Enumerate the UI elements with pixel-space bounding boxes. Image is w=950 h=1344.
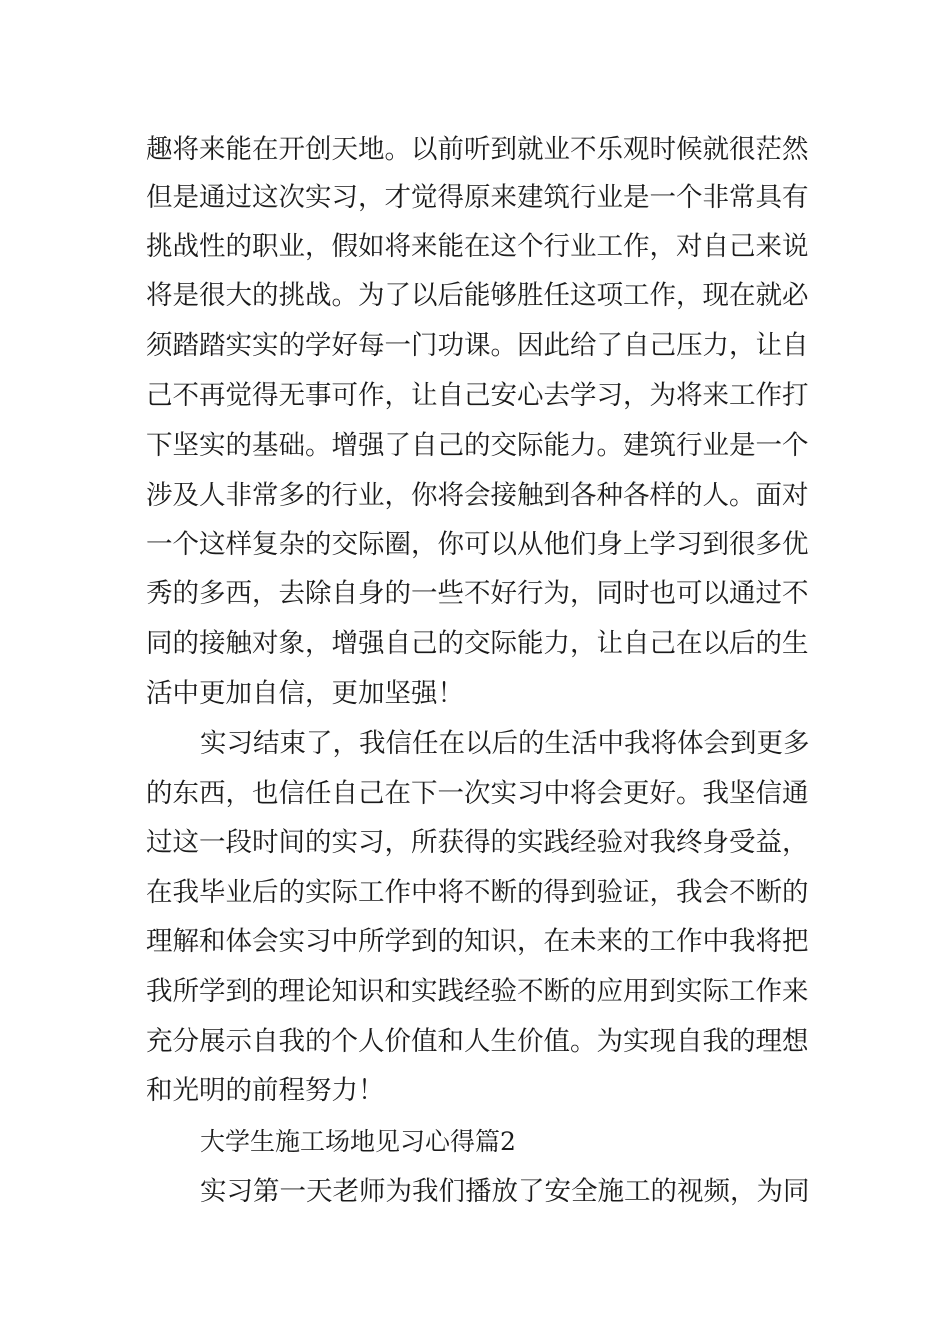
paragraph-line: 过这一段时间的实习，所获得的实践经验对我终身受益， [146,827,809,858]
paragraph-line: 须踏踏实实的学好每一门功课。因此给了自己压力，让自 [146,330,809,361]
paragraph-line: 秀的多西，去除自身的一些不好行为，同时也可以通过不 [146,578,809,609]
paragraph-line: 充分展示自我的个人价值和人生价值。为实现自我的理想 [146,1026,809,1057]
paragraph-line: 趣将来能在开创天地。以前听到就业不乐观时候就很茫然 [146,134,809,165]
paragraph-line: 将是很大的挑战。为了以后能够胜任这项工作，现在就必 [146,280,809,311]
paragraph-line: 和光明的前程努力！ [146,1075,385,1106]
paragraph-line: 下坚实的基础。增强了自己的交际能力。建筑行业是一个 [146,430,809,461]
paragraph-line: 一个这样复杂的交际圈，你可以从他们身上学习到很多优 [146,529,809,560]
paragraph-line: 我所学到的理论知识和实践经验不断的应用到实际工作来 [146,976,809,1007]
paragraph-line: 理解和体会实习中所学到的知识，在未来的工作中我将把 [146,926,809,957]
paragraph-line: 实习第一天老师为我们播放了安全施工的视频，为同 [200,1176,810,1207]
paragraph-line: 的东西，也信任自己在下一次实习中将会更好。我坚信通 [146,778,809,809]
section-heading: 大学生施工场地见习心得篇2 [200,1127,516,1156]
paragraph-line: 己不再觉得无事可作，让自己安心去学习，为将来工作打 [146,380,809,411]
paragraph-line: 活中更加自信，更加坚强！ [146,678,464,709]
paragraph-line: 实习结束了，我信任在以后的生活中我将体会到更多 [200,728,810,759]
paragraph-line: 挑战性的职业，假如将来能在这个行业工作，对自己来说 [146,231,809,262]
paragraph-line: 同的接触对象，增强自己的交际能力，让自己在以后的生 [146,628,809,659]
paragraph-line: 在我毕业后的实际工作中将不断的得到验证，我会不断的 [146,877,809,908]
paragraph-line: 涉及人非常多的行业，你将会接触到各种各样的人。面对 [146,480,809,511]
paragraph-line: 但是通过这次实习，才觉得原来建筑行业是一个非常具有 [146,182,809,213]
